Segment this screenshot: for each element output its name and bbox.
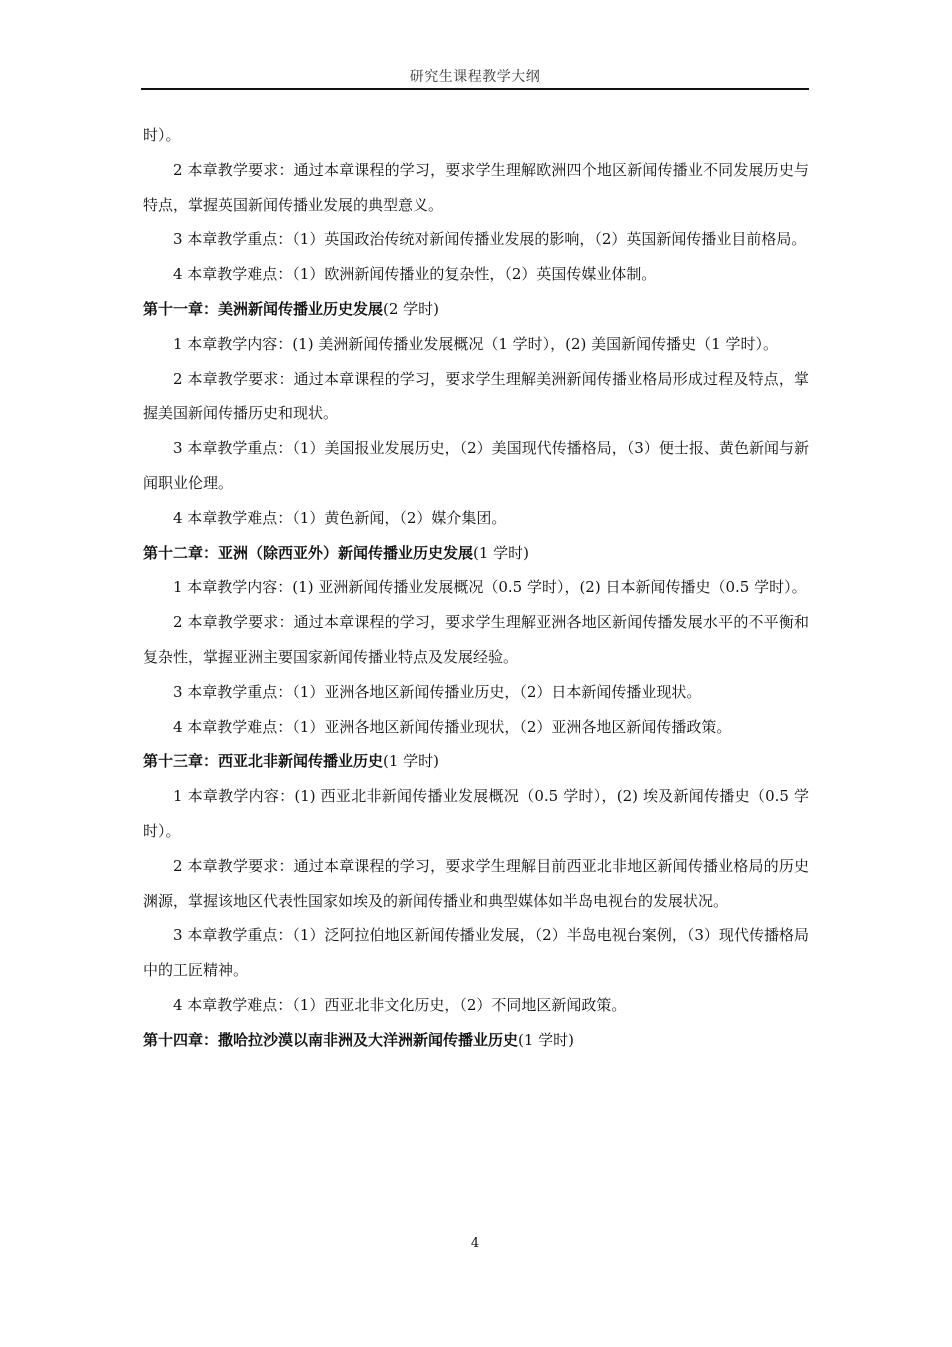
- paragraph-content: 1 本章教学内容：(1) 美洲新闻传播业发展概况（1 学时），(2) 美国新闻传播史（1 学时）。: [173, 334, 778, 353]
- paragraph-key-points: 3 本章教学重点：（1）亚洲各地区新闻传播业历史，（2）日本新闻传播业现状。: [173, 682, 702, 701]
- chapter-hours: (1 学时): [518, 1030, 575, 1049]
- paragraph-difficulties: 4 本章教学难点：（1）亚洲各地区新闻传播业现状，（2）亚洲各地区新闻传播政策。: [173, 717, 732, 736]
- chapter-title: 第十二章：亚洲（除西亚外）新闻传播业历史发展: [143, 543, 474, 562]
- paragraph-requirements: 2 本章教学要求：通过本章课程的学习，要求学生理解亚洲各地区新闻传播发展水平的不平衡和复杂性，掌握亚洲主要国家新闻传播业特点及发展经验。: [143, 613, 809, 666]
- chapter-title: 第十四章：撒哈拉沙漠以南非洲及大洋洲新闻传播业历史: [143, 1030, 519, 1049]
- chapter-heading-11: [143, 292, 809, 327]
- paragraph-requirements: 2 本章教学要求：通过本章课程的学习，要求学生理解欧洲四个地区新闻传播业不同发展历史与特点，掌握英国新闻传播业发展的典型意义。: [143, 160, 809, 214]
- paragraph-content: 1 本章教学内容：(1) 西亚北非新闻传播业发展概况（0.5 学时），(2) 埃及新闻传播史（0.5 学时）。: [143, 787, 809, 840]
- running-header: 研究生课程教学大纲: [409, 69, 541, 85]
- chapter-title: 第十一章：美洲新闻传播业历史发展: [143, 299, 384, 318]
- chapter-title: 第十三章：西亚北非新闻传播业历史: [143, 752, 384, 771]
- chapter-hours: (1 学时): [473, 543, 530, 562]
- chapter-hours: (1 学时): [383, 752, 440, 771]
- paragraph-continuation: 时）。: [143, 126, 181, 144]
- chapter-heading-14: [143, 1023, 809, 1058]
- paragraph-difficulties: 4 本章教学难点：（1）欧洲新闻传播业的复杂性，（2）英国传媒业体制。: [173, 265, 657, 284]
- chapter-heading-12: [143, 536, 809, 571]
- page-body: [143, 118, 809, 1058]
- paragraph-requirements: 2 本章教学要求：通过本章课程的学习，要求学生理解目前西亚北非地区新闻传播业格局的历史渊源，掌握该地区代表性国家如埃及的新闻传播业和典型媒体如半岛电视台的发展状况。: [143, 856, 809, 910]
- paragraph-key-points: 3 本章教学重点：（1）泛阿拉伯地区新闻传播业发展，（2）半岛电视台案例，（3）现代传播格局中的工匠精神。: [143, 926, 809, 980]
- header-divider: [141, 88, 809, 90]
- paragraph-key-points: 3 本章教学重点：（1）英国政治传统对新闻传播业发展的影响，（2）英国新闻传播业目前格局。: [173, 230, 807, 249]
- chapter-hours: (2 学时): [383, 299, 440, 318]
- paragraph-difficulties: 4 本章教学难点：（1）黄色新闻，（2）媒介集团。: [173, 508, 507, 527]
- paragraph-key-points: 3 本章教学重点：（1）美国报业发展历史，（2）美国现代传播格局，（3）便士报、黄色新闻与新闻职业伦理。: [143, 439, 809, 492]
- paragraph-content: 1 本章教学内容：(1) 亚洲新闻传播业发展概况（0.5 学时），(2) 日本新闻传播史（0.5 学时）。: [173, 578, 807, 597]
- chapter-heading-13: [143, 744, 809, 779]
- page-number: 4: [470, 1236, 480, 1251]
- paragraph-difficulties: 4 本章教学难点：（1）西亚北非文化历史，（2）不同地区新闻政策。: [173, 995, 627, 1014]
- paragraph-requirements: 2 本章教学要求：通过本章课程的学习，要求学生理解美洲新闻传播业格局形成过程及特点，掌握美国新闻传播历史和现状。: [143, 369, 809, 423]
